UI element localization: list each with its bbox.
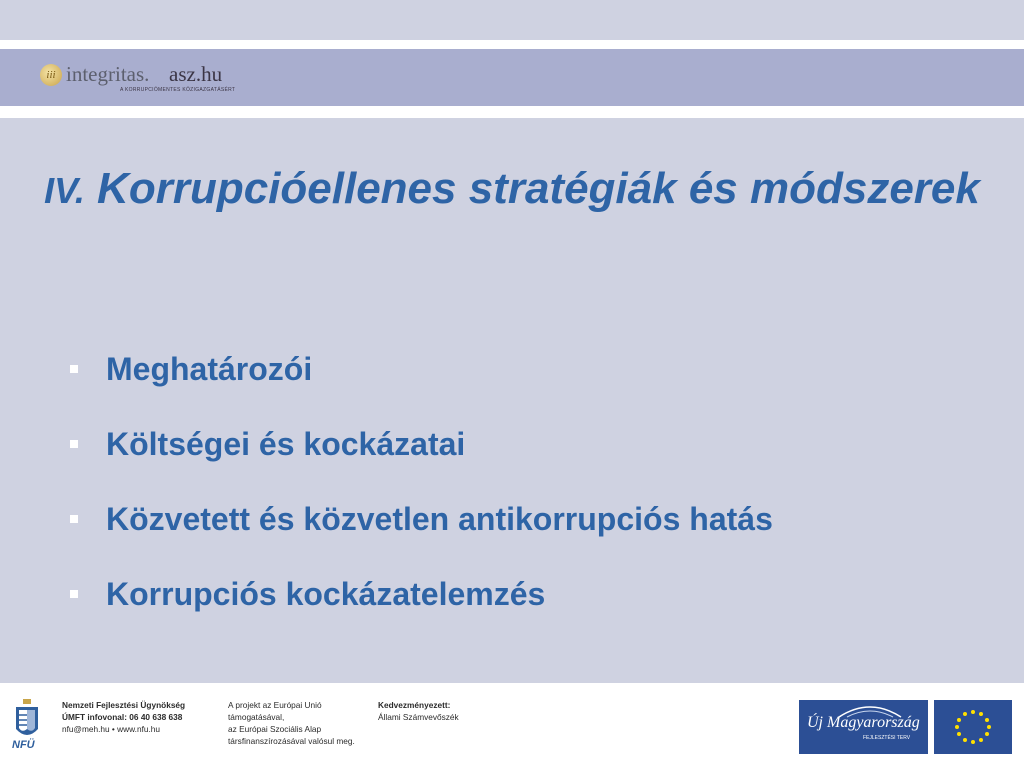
project-funding-note <box>228 699 355 747</box>
slide-title <box>40 158 984 222</box>
header-divider-bottom <box>0 106 1024 118</box>
beneficiary-name: Állami Számvevőszék <box>378 712 459 722</box>
uj-magyarorszag-logo <box>799 700 928 754</box>
funding-line: társfinanszírozásával valósul meg. <box>228 736 355 746</box>
brand-logo-sub: FEJLESZTÉSI TERV <box>863 735 911 741</box>
agency-name: Nemzeti Fejlesztési Ügynökség <box>62 700 186 710</box>
bullet-square-icon <box>70 365 78 373</box>
title-numeral: IV. <box>44 170 85 211</box>
eu-flag-logo <box>934 700 1012 754</box>
top-band <box>0 0 1024 40</box>
bullet-square-icon <box>70 590 78 598</box>
list-item <box>70 350 773 388</box>
beneficiary-label: Kedvezményezett: <box>378 700 451 710</box>
list-item <box>70 575 773 613</box>
nfu-label: NFÜ <box>12 739 35 751</box>
title-text: Korrupcióellenes stratégiák és módszerek <box>84 164 980 213</box>
bullet-text: Közvetett és közvetlen antikorrupciós hatás <box>106 500 773 537</box>
bullet-text: Meghatározói <box>106 350 313 387</box>
logo-tagline: A KORRUPCIÓMENTES KÖZIGAZGATÁSÉRT <box>120 87 236 93</box>
list-item <box>70 500 773 538</box>
logo-mark-icon: iii <box>40 64 62 86</box>
funding-line: A projekt az Európai Unió <box>228 700 322 710</box>
list-item <box>70 425 773 463</box>
bullet-square-icon <box>70 440 78 448</box>
bullet-text: Költségei és kockázatai <box>106 425 466 462</box>
bullet-text: Korrupciós kockázatelemzés <box>106 575 546 612</box>
agency-contact[interactable]: nfu@meh.hu • www.nfu.hu <box>62 724 161 734</box>
funding-line: az Európai Szociális Alap <box>228 724 322 734</box>
beneficiary-info <box>378 699 459 723</box>
funding-line: támogatásával, <box>228 712 285 722</box>
agency-hotline: ÚMFT infovonal: 06 40 638 638 <box>62 712 183 722</box>
bullet-square-icon <box>70 515 78 523</box>
integritas-logo[interactable] <box>40 60 240 96</box>
footer <box>0 683 1024 768</box>
eu-flag-icon <box>934 700 1012 754</box>
logo-name-part1: integritas. <box>66 62 150 86</box>
header-divider-top <box>0 40 1024 49</box>
brand-logo-text: Új Magyarország <box>807 714 920 731</box>
agency-info <box>62 699 185 735</box>
bullet-list <box>70 350 773 650</box>
logo-name-part2: asz.hu <box>169 62 223 86</box>
